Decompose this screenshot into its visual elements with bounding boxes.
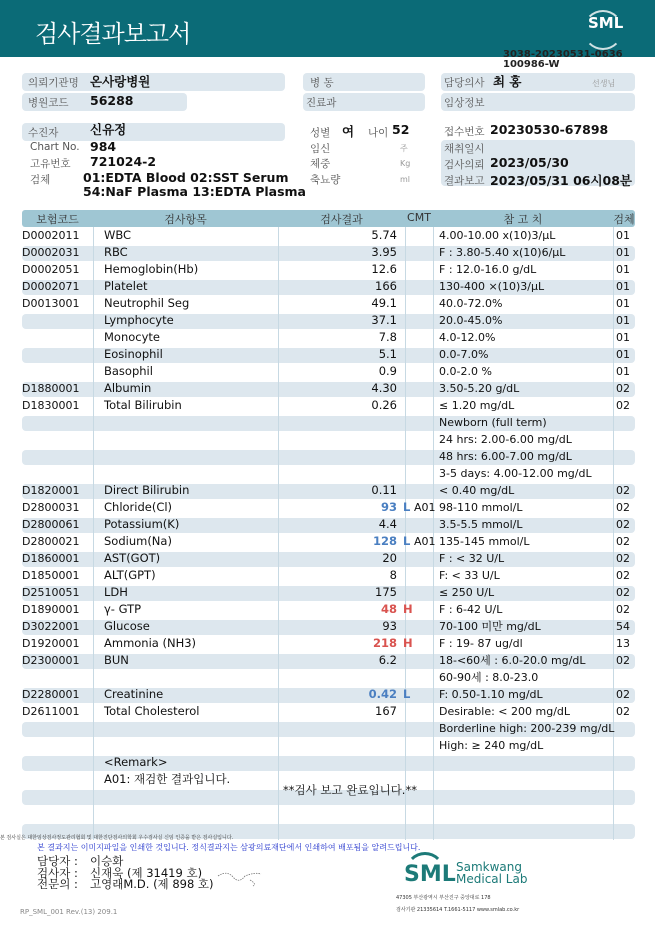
test-item: WBC — [104, 228, 132, 242]
test-result: 218 — [372, 636, 397, 650]
test-item: Lymphocyte — [104, 313, 174, 327]
staff-value: 이승화 — [90, 854, 124, 868]
insurance-code: D1860001 — [22, 552, 80, 565]
reference-range: F : 3.80-5.40 x(10)6/μL — [439, 246, 566, 259]
header-cmt: CMT — [407, 211, 431, 224]
request-label: 검사의뢰 — [444, 159, 485, 171]
table-row — [0, 686, 655, 703]
test-result: 0.9 — [378, 364, 397, 378]
reference-range: 130-400 ×(10)3/μL — [439, 280, 545, 293]
institution-label: 의뢰기관명 — [28, 77, 79, 89]
specimen-code: 54 — [616, 620, 630, 633]
test-result: 6.2 — [378, 653, 397, 667]
table-row — [0, 244, 655, 261]
test-item: Hemoglobin(Hb) — [104, 262, 199, 276]
urine-label: 축뇨량 — [310, 174, 341, 186]
test-result: 8 — [389, 568, 397, 582]
test-item: Sodium(Na) — [104, 534, 172, 548]
reference-range: 24 hrs: 2.00-6.00 mg/dL — [439, 433, 572, 446]
specimen-code: 02 — [616, 382, 630, 395]
reference-range: 40.0-72.0% — [439, 297, 503, 310]
table-row — [0, 635, 655, 652]
test-item: Neutrophil Seg — [104, 296, 190, 310]
comment-code: A01 — [414, 535, 436, 548]
table-row — [0, 550, 655, 567]
comment-code: A01 — [414, 501, 436, 514]
table-row — [0, 754, 655, 771]
test-result: 167 — [375, 704, 397, 718]
specimen-code: 02 — [616, 569, 630, 582]
institution-value: 온사랑병원 — [90, 74, 151, 89]
tester-value: 신재욱 (제 31419 호) — [90, 866, 203, 880]
report-title: 검사결과보고서 — [35, 20, 191, 48]
test-result: 49.1 — [371, 296, 397, 310]
test-item: Total Bilirubin — [104, 398, 182, 412]
table-row — [0, 482, 655, 499]
insurance-code: D2280001 — [22, 688, 80, 701]
specimen-code: 01 — [616, 297, 630, 310]
test-result: 3.95 — [371, 245, 397, 259]
specimen-label: 검체 — [30, 174, 51, 186]
specimen-code: 02 — [616, 501, 630, 514]
result-flag: L — [403, 500, 411, 514]
insurance-code: D1830001 — [22, 399, 80, 412]
insurance-code: D2800021 — [22, 535, 80, 548]
test-result: 4.4 — [378, 517, 397, 531]
test-result: 0.42 — [368, 687, 397, 701]
specimen-code: 02 — [616, 688, 630, 701]
age-value: 52 — [392, 122, 410, 137]
patient-value: 신유정 — [90, 122, 127, 137]
specimen-code: 02 — [616, 654, 630, 667]
doctor-label: 담당의사 — [444, 77, 485, 89]
header-reference: 참 고 치 — [503, 213, 543, 226]
test-item: A01: 재검한 결과입니다. — [104, 772, 231, 786]
reference-range: 3.5-5.5 mmol/L — [439, 518, 523, 531]
test-item: RBC — [104, 245, 128, 259]
id-label: 고유번호 — [30, 158, 71, 170]
reference-range: 18-<60세 : 6.0-20.0 mg/dL — [439, 654, 586, 667]
table-row — [0, 720, 655, 737]
collect-label: 채취일시 — [444, 143, 485, 155]
weight-unit: Kg — [400, 159, 411, 168]
test-result: 175 — [375, 585, 397, 599]
header-item: 검사항목 — [164, 213, 207, 226]
doctor-suffix: 선생님 — [592, 79, 616, 88]
reference-range: < 0.40 mg/dL — [439, 484, 515, 497]
reference-range: Desirable: < 200 mg/dL — [439, 705, 571, 718]
table-row — [0, 380, 655, 397]
test-item: Monocyte — [104, 330, 160, 344]
test-item: Albumin — [104, 381, 152, 395]
specimen-code: 02 — [616, 552, 630, 565]
reference-range: F: < 33 U/L — [439, 569, 500, 582]
table-row — [0, 737, 655, 754]
specimen-code: 01 — [616, 246, 630, 259]
table-row — [0, 652, 655, 669]
reference-range: 48 hrs: 6.00-7.00 mg/dL — [439, 450, 572, 463]
age-label: 나이 — [368, 127, 389, 139]
table-row — [0, 669, 655, 686]
dept-label: 진료과 — [306, 97, 337, 109]
test-result: 93 — [382, 619, 397, 633]
test-item: Eosinophil — [104, 347, 163, 361]
table-row — [0, 261, 655, 278]
insurance-code: D0013001 — [22, 297, 80, 310]
reference-range: 0.0-2.0 % — [439, 365, 492, 378]
lab-logo: SML — [404, 862, 456, 887]
request-value: 2023/05/30 — [490, 155, 569, 170]
reference-range: ≤ 250 U/L — [439, 586, 495, 599]
reference-range: 98-110 mmol/L — [439, 501, 523, 514]
test-item: Ammonia (NH3) — [104, 636, 197, 650]
header-specimen: 검체 — [613, 213, 635, 226]
receipt-label: 접수번호 — [444, 126, 485, 138]
specimen-code: 02 — [616, 399, 630, 412]
header-result: 검사결과 — [320, 213, 363, 226]
test-result: 166 — [375, 279, 397, 293]
insurance-code: D3022001 — [22, 620, 80, 633]
reference-range: F : < 32 U/L — [439, 552, 505, 565]
test-result: 12.6 — [371, 262, 397, 276]
specimen-code: 02 — [616, 705, 630, 718]
insurance-code: D2510051 — [22, 586, 80, 599]
clinical-label: 임상정보 — [444, 97, 485, 109]
tester-label: 검사자 : — [37, 866, 78, 880]
reference-range: 3-5 days: 4.00-12.00 mg/dL — [439, 467, 592, 480]
specimen-code: 02 — [616, 586, 630, 599]
insurance-code: D2611001 — [22, 705, 80, 718]
table-row — [0, 567, 655, 584]
result-flag: L — [403, 687, 411, 701]
table-row — [0, 312, 655, 329]
reference-range: 4.00-10.00 x(10)3/μL — [439, 229, 556, 242]
urine-unit: ml — [400, 175, 411, 184]
test-item: Platelet — [104, 279, 148, 293]
test-item: Basophil — [104, 364, 153, 378]
test-item: Glucose — [104, 619, 150, 633]
insurance-code: D1850001 — [22, 569, 80, 582]
weight-label: 체중 — [310, 158, 331, 170]
ward-label: 병 동 — [310, 77, 334, 89]
test-item: BUN — [104, 653, 129, 667]
test-result: 0.11 — [371, 483, 397, 497]
certification-fine-print: 본 검사실은 대한임상검사정도관리협회 및 대한진단검사의학회 우수검사실 신임 인증을 받은 검사실입니다. — [0, 835, 234, 841]
test-item: Chloride(Cl) — [104, 500, 173, 514]
table-row — [0, 278, 655, 295]
print-notice: 본 결과지는 이미지파일을 인쇄한 것입니다. 정식결과지는 삼광의료재단에서 인쇄하여 배포됨을 알려드립니다. — [37, 843, 421, 852]
signature-icon — [215, 868, 265, 888]
test-item: ALT(GPT) — [104, 568, 156, 582]
table-row — [0, 533, 655, 550]
reference-range: 20.0-45.0% — [439, 314, 503, 327]
lab-name: Samkwang Medical Lab — [456, 860, 528, 886]
reference-range: Borderline high: 200-239 mg/dL — [439, 722, 615, 735]
table-row — [0, 448, 655, 465]
insurance-code: D1890001 — [22, 603, 80, 616]
test-result: 7.8 — [378, 330, 397, 344]
specimen-code: 01 — [616, 280, 630, 293]
table-row — [0, 329, 655, 346]
specimen-code: 01 — [616, 314, 630, 327]
reference-range: 3.50-5.20 g/dL — [439, 382, 520, 395]
table-row — [0, 363, 655, 380]
specimen-code: 01 — [616, 331, 630, 344]
hospital-code-value: 56288 — [90, 93, 134, 108]
table-row — [0, 516, 655, 533]
document-number: 3038-20230531-0636 100986-W — [503, 49, 623, 70]
test-item: Total Cholesterol — [104, 704, 200, 718]
test-item: Creatinine — [104, 687, 164, 701]
id-value: 721024-2 — [90, 154, 157, 169]
reference-range: F: 0.50-1.10 mg/dL — [439, 688, 543, 701]
table-row — [0, 703, 655, 720]
insurance-code: D1920001 — [22, 637, 80, 650]
insurance-code: D2800031 — [22, 501, 80, 514]
form-number: RP_SML_001 Rev.(13) 209.1 — [20, 908, 118, 916]
table-row — [0, 397, 655, 414]
table-row — [0, 601, 655, 618]
result-flag: H — [403, 636, 413, 650]
reference-range: 135-145 mmol/L — [439, 535, 530, 548]
test-item: AST(GOT) — [104, 551, 161, 565]
insurance-code: D2300001 — [22, 654, 80, 667]
specialist-value: 고영래M.D. (제 898 호) — [90, 877, 214, 891]
table-row — [0, 431, 655, 448]
doctor-value: 최 홍 — [493, 74, 522, 89]
sex-value: 여 — [342, 124, 355, 139]
insurance-code: D0002051 — [22, 263, 80, 276]
result-flag: H — [403, 602, 413, 616]
specimen-code: 13 — [616, 637, 630, 650]
reference-range: 60-90세 : 8.0-23.0 — [439, 671, 539, 684]
staff-label: 담당자 : — [37, 854, 78, 868]
reference-range: High: ≥ 240 mg/dL — [439, 739, 544, 752]
table-row — [0, 499, 655, 516]
lab-contact: 검사기관 21335614 T.1661-5117 www.smlab.co.kr — [396, 907, 520, 913]
table-row — [0, 346, 655, 363]
specimen-code: 02 — [616, 484, 630, 497]
specimen-code: 01 — [616, 263, 630, 276]
insurance-code: D0002011 — [22, 229, 80, 242]
header-code: 보험코드 — [36, 213, 79, 226]
reference-range: 70-100 미만 mg/dL — [439, 620, 541, 633]
insurance-code: D1880001 — [22, 382, 80, 395]
insurance-code: D1820001 — [22, 484, 80, 497]
chart-label: Chart No. — [30, 141, 80, 153]
test-result: 128 — [372, 534, 397, 548]
receipt-value: 20230530-67898 — [490, 122, 609, 137]
sex-label: 성별 — [310, 127, 331, 139]
specimen-code: 02 — [616, 518, 630, 531]
reference-range: F : 12.0-16.0 g/dL — [439, 263, 537, 276]
reference-range: F : 19- 87 ug/dl — [439, 637, 523, 650]
reference-range: F : 6-42 U/L — [439, 603, 503, 616]
insurance-code: D0002031 — [22, 246, 80, 259]
report-value: 2023/05/31 06시08분 — [490, 173, 633, 188]
report-complete: **검사 보고 완료입니다.** — [283, 783, 417, 797]
test-result: 93 — [380, 500, 397, 514]
test-result: 20 — [382, 551, 397, 565]
result-flag: L — [403, 534, 411, 548]
lab-address: 47305 부산광역시 부산진구 중앙대로 178 — [396, 895, 491, 901]
table-row — [0, 618, 655, 635]
specimen-code: 01 — [616, 229, 630, 242]
insurance-code: D0002071 — [22, 280, 80, 293]
reference-range: Newborn (full term) — [439, 416, 547, 429]
test-result: 0.26 — [371, 398, 397, 412]
chart-value: 984 — [90, 139, 117, 154]
pregnancy-label: 임신 — [310, 143, 331, 155]
test-item: Potassium(K) — [104, 517, 180, 531]
specimen-code: 01 — [616, 365, 630, 378]
test-item: Direct Bilirubin — [104, 483, 190, 497]
test-item: LDH — [104, 585, 128, 599]
reference-range: 4.0-12.0% — [439, 331, 496, 344]
reference-range: ≤ 1.20 mg/dL — [439, 399, 515, 412]
table-row — [0, 227, 655, 244]
sml-logo: SML — [588, 14, 624, 32]
report-label: 결과보고 — [444, 175, 485, 187]
reference-range: 0.0-7.0% — [439, 348, 489, 361]
specimen-code: 02 — [616, 535, 630, 548]
table-row — [0, 584, 655, 601]
patient-box — [22, 123, 285, 141]
test-item: <Remark> — [104, 755, 168, 769]
specimen-code: 01 — [616, 348, 630, 361]
table-row — [0, 414, 655, 431]
test-result: 4.30 — [371, 381, 397, 395]
table-row — [0, 465, 655, 482]
hospital-code-label: 병원코드 — [28, 97, 69, 109]
test-result: 5.1 — [378, 347, 397, 361]
specimen-value-1: 01:EDTA Blood 02:SST Serum — [83, 170, 289, 185]
insurance-code: D2800061 — [22, 518, 80, 531]
test-result: 5.74 — [371, 228, 397, 242]
test-item: γ- GTP — [104, 602, 142, 616]
pregnancy-unit: 주 — [400, 144, 408, 153]
specimen-value-2: 54:NaF Plasma 13:EDTA Plasma — [83, 184, 306, 199]
table-row — [0, 295, 655, 312]
specimen-code: 02 — [616, 603, 630, 616]
test-result: 37.1 — [371, 313, 397, 327]
patient-label: 수진자 — [28, 127, 59, 139]
specialist-label: 전문의 : — [37, 877, 78, 891]
test-result: 48 — [380, 602, 397, 616]
